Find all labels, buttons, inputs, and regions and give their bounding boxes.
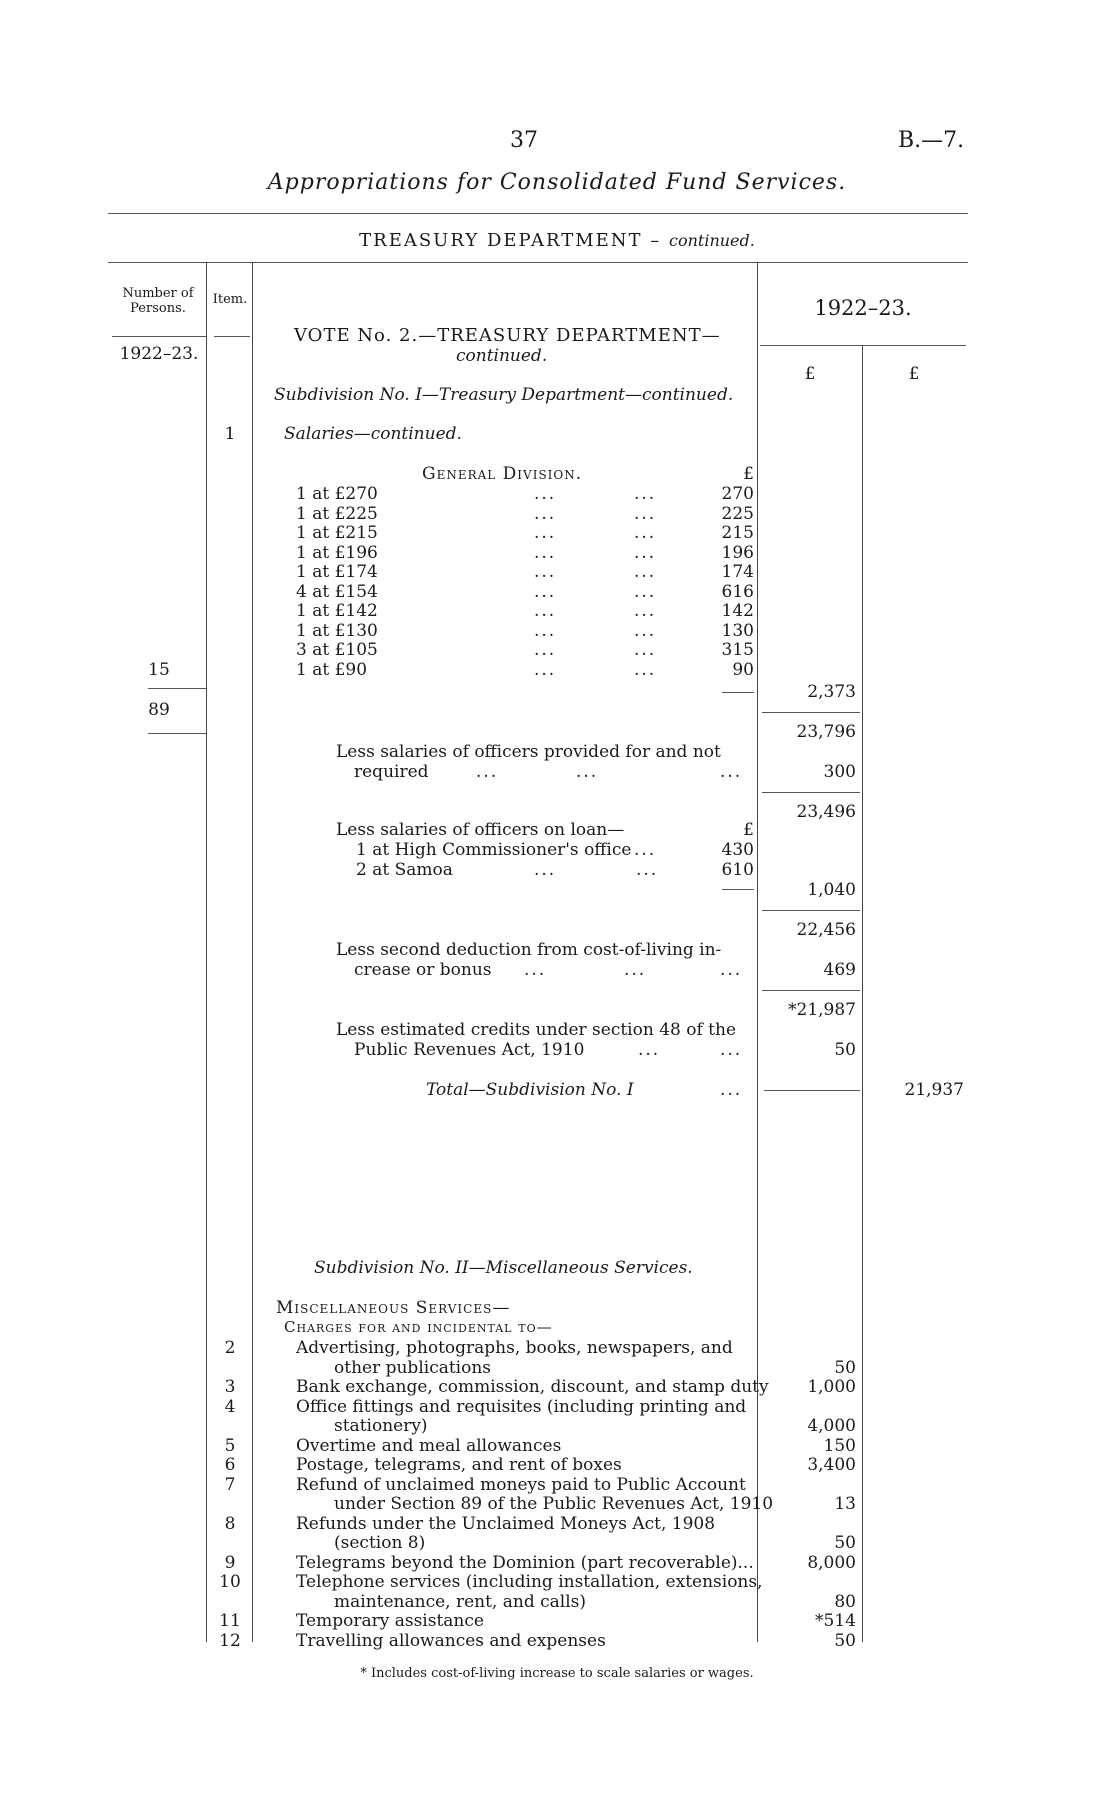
amount-year-rule [760,345,966,346]
leader-dots: ... [534,659,557,680]
leader-dots: ... [634,484,657,504]
misc-item-value: 150 [823,1435,856,1456]
persons-header-rule [112,336,206,337]
leader-dots: ... [720,960,743,980]
after-loan-rule [762,910,860,911]
leader-dots: ... [534,581,557,602]
misc-item-number: 6 [224,1455,236,1475]
salary-row-label: 3 at £105 [296,640,378,660]
amount-column-rule [757,262,758,1642]
misc-item-number: 8 [224,1513,236,1534]
loan-row-value: 430 [721,840,754,860]
salary-row-value: 90 [732,659,754,680]
leader-dots: ... [534,523,557,543]
salary-row-label: 1 at £174 [296,562,378,582]
misc-item-number: 9 [224,1552,236,1573]
misc-item-number: 2 [224,1338,236,1358]
misc-item-description-cont: maintenance, rent, and calls) [334,1591,586,1612]
pound-column-b: £ [908,364,920,384]
subdivision-1-total-rule [764,1090,860,1091]
after-loan-total: 22,456 [796,920,856,940]
salary-row-label: 1 at £142 [296,601,378,621]
persons-subtotal-rule [148,688,206,689]
vote-continued: continued. [456,346,548,366]
leader-dots: ... [720,762,743,782]
leader-dots: ... [638,1040,661,1060]
leader-dots: ... [534,601,557,621]
misc-item-value: 50 [834,1357,856,1378]
department-heading: TREASURY DEPARTMENT – continued. [359,230,755,251]
leader-dots: ... [534,640,557,660]
pound-column-a: £ [804,364,816,384]
salaries-item-number: 1 [224,424,236,444]
misc-item-description: Advertising, photographs, books, newspapers, and [296,1338,733,1358]
misc-item-number: 4 [224,1396,236,1417]
misc-item-value: 80 [834,1591,856,1612]
misc-item-number: 7 [224,1474,236,1495]
after-not-required-total: 23,496 [796,802,856,822]
leader-dots: ... [576,762,599,782]
division-total: 2,373 [807,682,856,702]
vote-title: VOTE No. 2.—TREASURY DEPARTMENT— [294,325,721,346]
page-number: 37 [510,128,538,153]
leader-dots: ... [634,562,657,582]
leader-dots: ... [634,523,657,543]
salary-row-label: 1 at £130 [296,620,378,641]
misc-item-description: Refund of unclaimed moneys paid to Public Account [296,1474,746,1495]
salaries-heading: Salaries—continued. [284,424,462,444]
misc-item-number: 5 [224,1435,236,1456]
loan-row-label: 2 at Samoa [356,860,453,880]
misc-item-description: Office fittings and requisites (including printing and [296,1396,747,1417]
running-total: 23,796 [796,722,856,742]
misc-item-number: 11 [219,1611,241,1631]
leader-dots: ... [534,542,557,563]
title-rule [108,213,968,214]
salary-row-value: 174 [721,562,754,582]
page-title: Appropriations for Consolidated Fund Services. [267,170,847,195]
loan-total: 1,040 [807,880,856,900]
misc-item-description: Postage, telegrams, and rent of boxes [296,1455,622,1475]
leader-dots: ... [720,1040,743,1060]
leader-dots: ... [720,1080,743,1100]
leader-dots: ... [534,562,557,582]
leader-dots: ... [534,503,557,524]
salary-row-value: 270 [721,484,754,504]
less-credits-line-1: Less estimated credits under section 48 of the [336,1020,737,1040]
misc-item-description: Telegrams beyond the Dominion (part recoverable)... [296,1552,754,1573]
loan-row-label: 1 at High Commissioner's office [356,840,632,860]
salary-row-value: 142 [721,601,754,621]
after-not-required-rule [762,792,860,793]
subdivision-2-title: Subdivision No. II—Miscellaneous Services. [314,1258,693,1278]
less-second-line-1: Less second deduction from cost-of-living in- [336,940,722,960]
footnote: * Includes cost-of-living increase to scale salaries or wages. [360,1666,754,1681]
misc-item-description-cont: under Section 89 of the Public Revenues Act, 1910 [334,1494,774,1514]
division-pound-sign: £ [743,464,754,484]
leader-dots: ... [634,840,657,860]
salary-row-label: 1 at £90 [296,659,368,680]
leader-dots: ... [634,542,657,563]
misc-item-value: 8,000 [807,1552,856,1573]
leader-dots: ... [524,960,547,980]
general-division-heading: General Division. [422,464,583,484]
amount-inner-rule [862,346,863,1642]
header-rule [108,262,968,263]
salary-row-label: 1 at £270 [296,484,378,504]
misc-item-value: 1,000 [807,1377,856,1397]
misc-item-value: 50 [834,1630,856,1651]
misc-item-description: Refunds under the Unclaimed Moneys Act, 1908 [296,1513,716,1534]
charges-subheading: Charges for and incidental to— [284,1318,553,1336]
less-not-required-line-2: required [354,762,429,782]
item-header-rule [214,336,250,337]
misc-item-description: Travelling allowances and expenses [296,1630,606,1651]
salary-row-value: 196 [721,542,754,563]
salary-row-label: 1 at £196 [296,542,378,563]
page-reference: B.—7. [898,128,965,153]
less-second-line-2: crease or bonus [354,960,492,980]
misc-item-value: 3,400 [807,1455,856,1475]
salary-row-value: 130 [721,620,754,641]
leader-dots: ... [634,640,657,660]
misc-item-value: *514 [815,1611,856,1631]
running-total-rule [762,712,860,713]
misc-services-heading: Miscellaneous Services— [276,1298,511,1318]
after-second-total: *21,987 [788,1000,856,1020]
item-column-header: Item. [212,292,248,307]
persons-year: 1922–23. [119,344,199,364]
leader-dots: ... [624,960,647,980]
loan-sum-rule [722,889,754,890]
salary-row-value: 215 [721,523,754,543]
persons-column-header: Number of Persons. [122,286,194,316]
division-sum-rule [722,692,754,693]
loan-pound-sign: £ [743,820,754,840]
misc-item-description-cont: stationery) [334,1416,428,1436]
misc-item-description: Bank exchange, commission, discount, and stamp duty [296,1377,769,1397]
salary-row-value: 616 [721,581,754,602]
leader-dots: ... [634,620,657,641]
misc-item-value: 13 [834,1494,856,1514]
misc-item-description-cont: other publications [334,1357,492,1378]
less-not-required-value: 300 [823,762,856,782]
leader-dots: ... [534,484,557,504]
salary-row-value: 315 [721,640,754,660]
salary-row-label: 4 at £154 [296,581,378,602]
division-persons-count: 15 [148,660,170,680]
misc-item-description: Temporary assistance [296,1611,484,1631]
less-on-loan-heading: Less salaries of officers on loan— [336,820,625,840]
misc-item-description: Overtime and meal allowances [296,1435,562,1456]
less-second-value: 469 [823,960,856,980]
less-credits-value: 50 [834,1040,856,1060]
salary-row-label: 1 at £225 [296,503,378,524]
misc-item-description: Telephone services (including installation, extensions, [296,1572,763,1592]
less-credits-line-2: Public Revenues Act, 1910 [354,1040,585,1060]
misc-item-number: 10 [219,1572,241,1592]
misc-item-number: 3 [224,1377,236,1397]
leader-dots: ... [634,601,657,621]
less-not-required-line-1: Less salaries of officers provided for and not [336,742,721,762]
misc-item-number: 12 [219,1630,241,1651]
department-name: TREASURY DEPARTMENT [359,230,643,251]
salary-row-value: 225 [721,503,754,524]
leader-dots: ... [534,620,557,641]
persons-column-rule [206,262,207,1642]
misc-item-value: 50 [834,1533,856,1553]
persons-total: 89 [148,700,170,720]
subdivision-1-total-label: Total—Subdivision No. I [426,1080,634,1100]
misc-item-value: 4,000 [807,1416,856,1436]
salary-row-label: 1 at £215 [296,523,378,543]
persons-total-rule [148,733,206,734]
leader-dots: ... [476,762,499,782]
item-column-rule [252,262,253,1642]
misc-item-description-cont: (section 8) [334,1533,426,1553]
leader-dots: ... [634,503,657,524]
loan-row-value: 610 [721,860,754,880]
leader-dots: ... [634,659,657,680]
leader-dots: ... [534,860,557,880]
subdivision-1-total-value: 21,937 [904,1080,964,1100]
subdivision-1-title: Subdivision No. I—Treasury Department—continued. [274,385,734,405]
amount-year: 1922–23. [814,296,912,320]
leader-dots: ... [636,860,659,880]
leader-dots: ... [634,581,657,602]
after-second-rule [762,990,860,991]
department-continued: continued. [669,231,755,250]
